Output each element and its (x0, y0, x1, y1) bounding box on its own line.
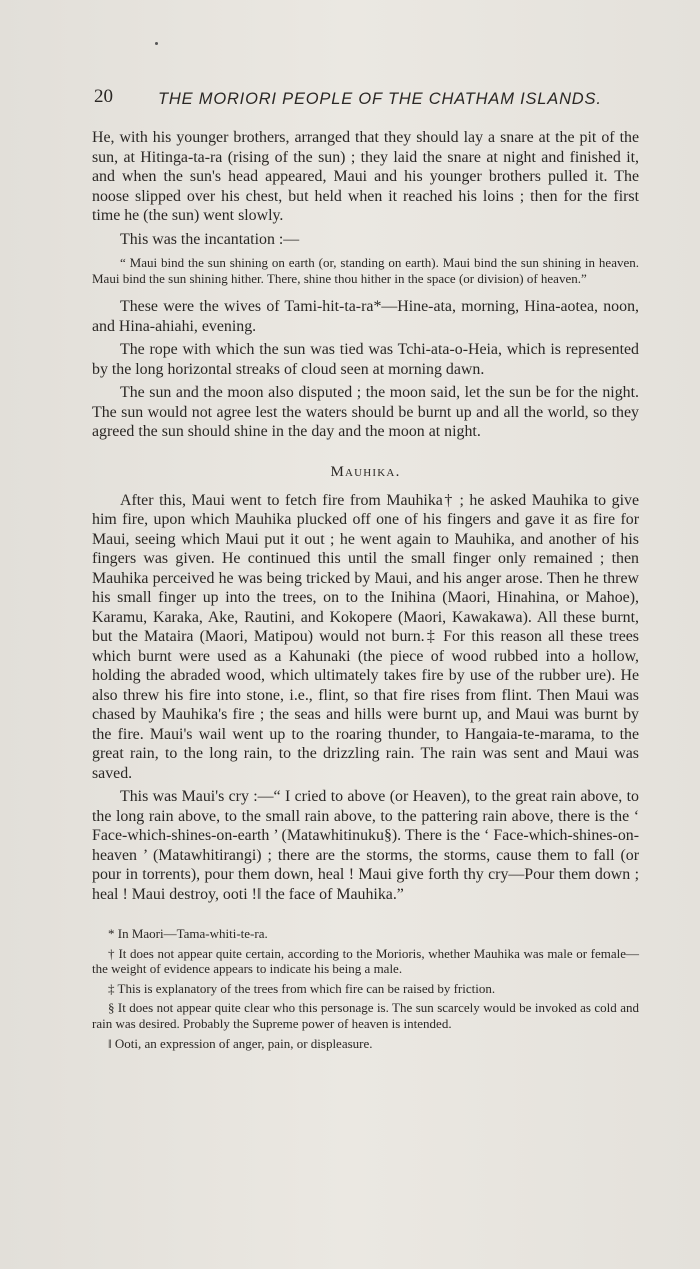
paragraph: This was Maui's cry :—“ I cried to above (or Heaven), to the great rain above, to the long rain above, to the small rain above, to the pattering rain above, there is the ‘ Face-which-shines-on-earth ’ (Matawhitinuku§). There is the ‘ Face-which-shines-on-heaven ’ (Matawhitirangi) ; there are the storms, the storms, cause them to fall (or pour in torrents), pour them down, heal ! Maui give forth thy cry—Pour them down ; heal ! Maui destroy, ooti !‖ the face of Mauhika.” (92, 788, 639, 903)
page-body (92, 128, 639, 1055)
footnote: ‖ Ooti, an expression of anger, pain, or displeasure. (108, 1035, 373, 1051)
footnote: * In Maori—Tama-whiti-te-ra. (108, 926, 268, 941)
incantation-quote: “ Maui bind the sun shining on earth (or, standing on earth). Maui bind the sun shining in heaven. Maui bind the sun shining hither. There, shine thou hither in the space (or division) of heaven.” (92, 255, 639, 286)
page-header (94, 86, 602, 116)
section-heading: Mauhika. (330, 463, 401, 480)
footnote: † It does not appear quite certain, according to the Morioris, whether Mauhika was male or female—the weight of evidence appears to indicate his being a male. (92, 945, 639, 977)
footnote: § It does not appear quite clear who this personage is. The sun scarcely would be invoked as cold and rain was desired. Probably the Supreme power of heaven is intended. (92, 1000, 639, 1031)
paragraph: These were the wives of Tami-hit-ta-ra*—Hine-ata, morning, Hina-aotea, noon, and Hina-ahiahi, evening. (92, 298, 639, 335)
footnote: ‡ This is explanatory of the trees from which fire can be raised by friction. (108, 980, 496, 996)
paragraph: He, with his younger brothers, arranged that they should lay a snare at the pit of the sun, at Hitinga-ta-ra (rising of the sun) ; they laid the snare at night and finished it, and when the sun's head appeared, Maui and his younger brothers pulled it. The noose slipped over his chest, but held when it reached his loins ; then for the first time he (the sun) went slowly. (92, 129, 639, 224)
page-number: 20 (94, 86, 113, 107)
running-title: THE MORIORI PEOPLE OF THE CHATHAM ISLANDS. (158, 90, 602, 108)
paragraph: The sun and the moon also disputed ; the moon said, let the sun be for the night. The sun would not agree lest the waters should be burnt up and all the world, so they agreed the sun should shine in the day and the moon at night. (92, 384, 639, 440)
paragraph: After this, Maui went to fetch fire from Mauhika† ; he asked Mauhika to give him fire, upon which Mauhika plucked off one of his fingers and gave it as fire for Maui, seeing which Maui put it out ; he went again to Mauhika, and another of his fingers was given. He continued this until the small finger only remained ; then Mauhika perceived he was being tricked by Maui, and his anger arose. Then he threw his small finger up into the trees, on to the Inihina (Maori, Hinahina, or Mahoe), Karamu, Karaka, Ake, Rautini, and Kokopere (Maori, Kawakawa). All these burnt, but the Mataira (Maori, Matipou) would not burn.‡ For this reason all these trees which burnt were used as a Kahunaki (the piece of wood rubbed into a hollow, holding the abraded wood, which ultimately takes fire by use of the rubber ure). He also threw his fire into stone, i.e., flint, so that fire rises from flint. Then Maui was chased by Mauhika's fire ; the seas and hills were burnt up, and Maui was burnt by the fire. Maui's wail went up to the roaring thunder, to Hangaia-te-marama, to the great rain, to the long rain, to the drizzling rain. The rain was sent and Maui was saved. (92, 491, 639, 782)
paragraph: The rope with which the sun was tied was Tchi-ata-o-Heia, which is represented by the long horizontal streaks of cloud seen at morning dawn. (92, 341, 639, 378)
footnotes (92, 926, 639, 1051)
paragraph: This was the incantation :— (120, 230, 300, 248)
ink-speck (155, 42, 158, 45)
